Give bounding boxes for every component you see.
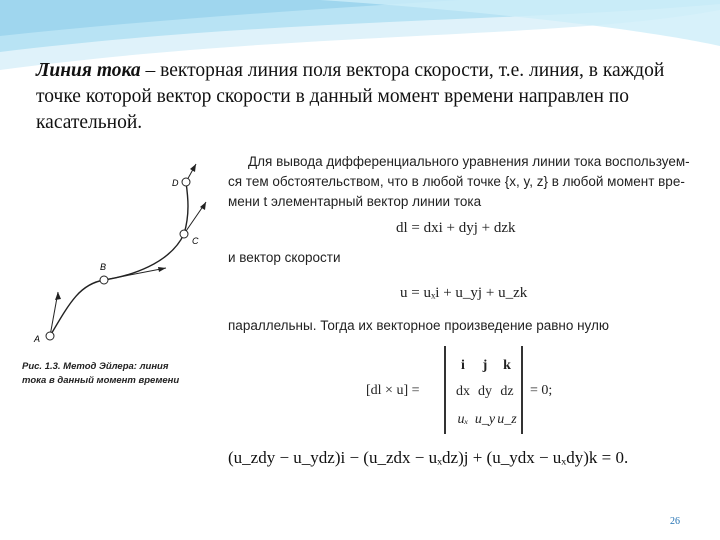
paragraph-line: мени t элементарный вектор линии тока <box>228 194 482 209</box>
page-number: 26 <box>670 516 680 527</box>
point-b-label: B <box>100 262 107 272</box>
matrix-cell: u_y <box>474 412 496 427</box>
intro-rest: – векторная линия поля вектора скорости, т.е. линия, в каждой точке которой вектор скорости в данный момент времени направлен по касательной. <box>36 60 665 133</box>
streamline-curve <box>50 182 188 336</box>
matrix-cell: dz <box>500 384 514 399</box>
paragraph-parallel: параллельны. Тогда их векторное произведение равно нулю <box>228 318 610 333</box>
matrix-cell: k <box>503 358 511 373</box>
figure-caption-line2: тока в данный момент времени <box>22 375 180 386</box>
formula-dl: dl = dxi + dyj + dzk <box>396 220 516 236</box>
figure-caption <box>22 360 222 388</box>
matrix-cell: u_z <box>497 412 517 427</box>
cross-product-lhs: [dl × u] = <box>366 383 420 398</box>
matrix-cell: i <box>461 358 465 373</box>
figure-caption-line1: Рис. 1.3. Метод Эйлера: линия <box>22 361 169 372</box>
matrix-cell: j <box>482 358 488 373</box>
matrix-cell: dx <box>456 384 470 399</box>
point-c-marker <box>180 230 188 238</box>
paragraph-derivation <box>228 152 706 212</box>
point-c-label: C <box>192 236 199 246</box>
point-b-marker <box>100 276 108 284</box>
determinant-left-bar <box>444 346 446 434</box>
paragraph-line: ся тем обстоятельством, что в любой точке {x, y, z} в любой момент вре- <box>228 174 685 189</box>
point-a-label: A <box>34 334 41 344</box>
velocity-arrow-b <box>104 268 166 280</box>
cross-product-rhs: = 0; <box>530 383 553 398</box>
formula-u: u = uₓi + u_yj + u_zk <box>400 285 528 301</box>
intro-term: Линия тока <box>36 60 141 81</box>
point-d-label: D <box>172 178 179 188</box>
point-a-marker <box>46 332 54 340</box>
intro-definition <box>36 58 676 136</box>
matrix-cell: uₓ <box>457 412 469 427</box>
final-equation: (u_zdy − u_ydz)i − (u_zdx − uₓdz)j + (u_ydx − uₓdy)k = 0. <box>228 448 629 467</box>
paragraph-velocity: и вектор скорости <box>228 250 341 265</box>
point-d-marker <box>182 178 190 186</box>
paragraph-line: Для вывода дифференциального уравнения линии тока воспользуем- <box>248 154 690 169</box>
matrix-cell: dy <box>478 384 492 399</box>
